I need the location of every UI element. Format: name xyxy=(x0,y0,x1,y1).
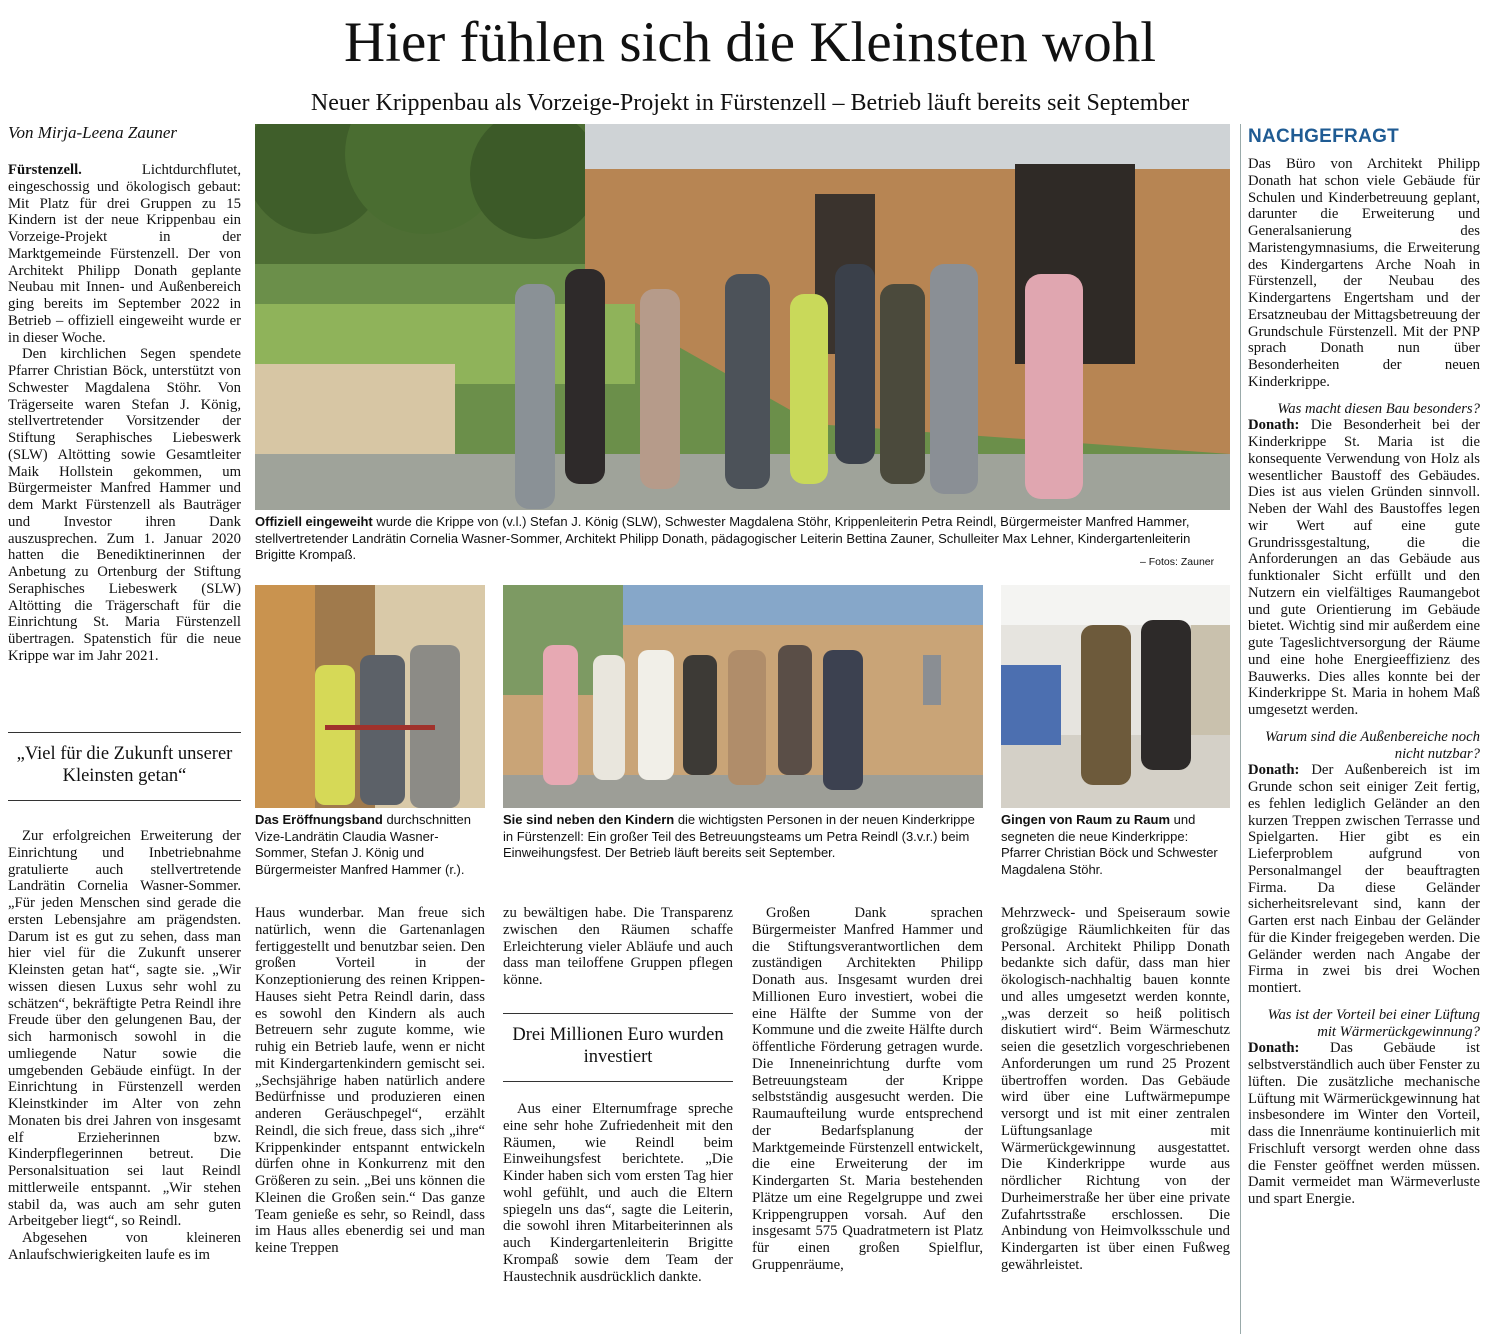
speaker-name: Donath: xyxy=(1248,417,1300,434)
answer-text: Die Besonderheit bei der Kinderkrippe St. Maria ist die konsequente Verwendung von Holz als wesentlicher Baustoff des Gebäudes. Dies ist aus vielen Gründen sinnvoll. Neben der Wahl des Baustoffes legen wir Wert auf eine gute Grundrissgestaltung, die die Anforderungen an das Gebäude aus funktionaler Sicht erfüllt und den Nutzern ein vielfältiges Raumangebot und gute Orientierung im Gebäude bietet. Wichtig sind mir außerdem eine gute Tageslichtversorgung der Räume und eine hohe Energieeffizienz des Bauwerks. Dies alles konnte bei der Kinderkrippe St. Maria in hohem Maß umgesetzt werden. xyxy=(1248,417,1480,718)
main-photo xyxy=(255,124,1230,510)
team-photo-caption xyxy=(503,812,983,862)
interview-question: Was macht diesen Bau besonders? xyxy=(1277,400,1480,417)
paragraph: Haus wunderbar. Man freue sich natürlich, wenn die Gartenanlagen fertiggestellt und benutzbar seien. Den großen Vorteil in der Konzeptionierung des reinen Krippen-Hauses sieht Petra Reindl darin, dass es sowohl den Kindern als auch Betreuern sehr zugute komme, wie ruhig ein Betrieb laufe, wenn er nicht mit Kindergartenkindern gemischt sei. „Sechsjährige haben natürlich andere Bedürfnisse und produzieren einen anderen Geräuschpegel“, erzählt Reindl, die sich freue, dass sich „ihre“ Krippenkinder entspannt entwickeln dürfen ohne in Konkurrenz mit den Größeren zu sein. „Bei uns können die Kleinen die Großen sein.“ Das ganze Team genieße es sehr, so Reindl, dass im Haus alles ebenerdig sei und man keine Treppen xyxy=(255,905,485,1256)
caption-lead: Gingen von Raum zu Raum xyxy=(1001,812,1171,827)
paragraph: zu bewältigen habe. Die Transparenz zwischen den Räumen schaffe Erleichterung vieler Abläufe und auch dass man teiloffene Gruppen pflegen könne. xyxy=(503,905,733,988)
article-column-2 xyxy=(255,905,485,1257)
paragraph: Aus einer Elternumfrage spreche eine sehr hohe Zufriedenheit mit den Räumen, wie Reindl beim Einweihungsfest berichtete. „Die Kinder haben sich vom ersten Tag hier wohl gefühlt, und auch die Eltern spiegeln uns das“, sagte die Leiterin, die sowohl ihren Mitarbeiterinnen als auch Kindergartenleiterin Brigitte Krompaß sowie dem Team der Haustechnik ausdrücklich dankte. xyxy=(503,1101,733,1285)
photo-credit: – Fotos: Zauner xyxy=(1140,556,1215,568)
sidebar-divider xyxy=(1240,124,1241,1334)
blessing-photo xyxy=(1001,585,1230,808)
caption-text: durchschnitten Vize-Landrätin Claudia Wasner-Sommer, Stefan J. König und Bürgermeister Manfred Hammer (r.). xyxy=(255,812,472,877)
article-column-1-continued xyxy=(8,828,241,1264)
answer-text: Der Außenbereich ist im Grunde schon seit einiger Zeit fertig, es fehlen lediglich Geländer an den kurzen Treppen zwischen Terrasse und Spielgarten. Hier gibt es ein Lieferproblem aufgrund von Personalmangel der beauftragten Firma. Da diese Geländer sicherheitsrelevant sind, kann der Garten erst nach Einbau der Geländer für die Kinder freigegeben werden. Die Geländer werden nach Angabe der Firma in zwei bis drei Wochen montiert. xyxy=(1248,762,1480,996)
sidebar-title: NACHGEFRAGT xyxy=(1248,126,1400,147)
paragraph: Zur erfolgreichen Erweiterung der Einrichtung und Inbetriebnahme gratulierte auch stellvertretende Landrätin Cornelia Wasner-Sommer. „Für jeden Menschen sind gerade die ersten Lebensjahre am prägendsten. Darum ist es gut zu sehen, dass man hier viel für die Zukunft unserer Kleinsten getan hat“, sagte sie. „Wir wissen diesen Luxus sehr wohl zu schätzen“, bekräftigte Petra Reindl ihre Freude über den gelungenen Bau, der sich harmonisch sowohl in die umliegende Natur sowie die umgebenden Gebäude einfügt. In der Einrichtung in Fürstenzell werden Kleinstkinder im Alter von zehn Monaten bis drei Jahren von insgesamt elf Erzieherinnen bzw. Kinderpflegerinnen betreut. Die Personalsituation sei laut Reindl mittlerweile entspannt. „Wir stehen stabil da, was auch am sehr guten Arbeitgeber liegt“, so Reindl. xyxy=(8,828,241,1230)
main-photo-caption xyxy=(255,514,1230,564)
dateline: Fürstenzell. xyxy=(8,162,82,178)
article-column-1 xyxy=(8,162,241,665)
interview-intro: Das Büro von Architekt Philipp Donath hat schon viele Gebäude für Schulen und Kinderbetreuung geplant, darunter die Erweiterung und Generalsanierung des Maristengymnasiums, die Erweiterung des Kindergartens Arche Noah in Fürstenzell, der Neubau des Kindergartens Engertsham und der Ersatzneubau der Mittagsbetreuung der Grundschule Fürstenzell. Mit der PNP sprach Donath nun über Besonderheiten der neuen Kinderkrippe. xyxy=(1248,156,1480,390)
ribbon-photo-caption xyxy=(255,812,485,878)
speaker-name: Donath: xyxy=(1248,762,1300,779)
interview-question: Warum sind die Außenbereiche noch nicht nutzbar? xyxy=(1265,728,1480,762)
caption-lead: Offiziell eingeweiht xyxy=(255,514,373,529)
article-column-4 xyxy=(752,905,983,1274)
caption-text: die wichtigsten Personen in der neuen Kinderkrippe in Fürstenzell: Ein großer Teil des Betreuungsteams um Petra Reindl (3.v.r.) beim Einweihungsfest. Der Betrieb läuft bereits seit September. xyxy=(503,812,975,861)
article-column-3 xyxy=(503,905,733,989)
paragraph: Abgesehen von kleineren Anlaufschwierigkeiten laufe es im xyxy=(8,1230,241,1263)
article-column-3-continued xyxy=(503,1101,733,1285)
subheadline: Neuer Krippenbau als Vorzeige-Projekt in Fürstenzell – Betrieb läuft bereits seit September xyxy=(310,90,1190,116)
speaker-name: Donath: xyxy=(1248,1040,1300,1057)
paragraph: Großen Dank sprachen Bürgermeister Manfred Hammer und die Stiftungsverantwortlichen dem zuständigen Architekten Philipp Donath aus. Insgesamt wurden drei Millionen Euro investiert, wobei die eine Hälfte der Summe von der Kommune und die zweite Hälfte durch öffentliche Förderung getragen wurde. Die Inneneinrichtung durfte vom Betreuungsteam der Krippe selbstständig ausgesucht werden. Die Raumaufteilung wurde entsprechend der Bedarfsplanung der Marktgemeinde Fürstenzell entwickelt, die eine Erweiterung der im Kindergarten St. Maria bestehenden Plätze um eine Regelgruppe und zwei Krippengruppen vorsah. Auf den insgesamt 575 Quadratmetern ist Platz für einen großen Spielflur, Gruppenräume, xyxy=(752,905,983,1273)
blessing-photo-caption xyxy=(1001,812,1230,878)
caption-lead: Das Eröffnungsband xyxy=(255,812,383,827)
team-photo xyxy=(503,585,983,808)
paragraph: Mehrzweck- und Speiseraum sowie großzügige Räumlichkeiten für das Personal. Architekt Philipp Donath bedankte sich dafür, dass man hier ökologisch-nachhaltig bauen konnte und alles umgesetzt werden konnte, „was derzeit so heiß politisch diskutiert wird“. Beim Wärmeschutz seien die gesetzlich vorgeschriebenen Anforderungen um rund 25 Prozent übertroffen worden. Das Gebäude wird über eine Luftwärmepumpe versorgt und ist mit einer zentralen Lüftungsanlage mit Wärmerückgewinnung ausgestattet. Die Kinderkrippe wurde aus nördlicher Richtung von der Durheimerstraße her über eine private Zufahrtsstraße erschlossen. Die Anbindung von Heimvolksschule und Kindergarten ist über einen Fußweg gewährleistet. xyxy=(1001,905,1230,1273)
pull-quote: „Viel für die Zukunft unserer Kleinsten getan“ xyxy=(8,732,241,801)
article-column-5 xyxy=(1001,905,1230,1274)
caption-text: und segneten die neue Kinderkrippe: Pfarrer Christian Böck und Schwester Magdalena Stöhr. xyxy=(1001,812,1218,877)
caption-text: wurde die Krippe von (v.l.) Stefan J. König (SLW), Schwester Magdalena Stöhr, Krippenleiterin Petra Reindl, Bürgermeister Manfred Hammer, stellvertretender Landrätin Cornelia Wasner-Sommer, Architekt Philipp Donath, pädagogischer Leiterin Bettina Zauner, Schulleiter Max Lehner, Kindergartenleiterin Brigitte Krompaß. xyxy=(255,514,1191,563)
interview-answer xyxy=(1248,1040,1480,1208)
interview-question: Was ist der Vorteil bei einer Lüftung mit Wärmerückgewinnung? xyxy=(1267,1006,1480,1040)
ribbon-cutting-photo xyxy=(255,585,485,808)
paragraph: Den kirchlichen Segen spendete Pfarrer Christian Böck, unterstützt von Schwester Magdalena Stöhr. Von Trägerseite waren Stefan J. König, stellvertretender Vorsitzender der Stiftung Seraphisches Liebeswerk (SLW) Altötting sowie Gesamtleiter Maik Hollstein gekommen, um Bürgermeister Manfred Hammer und dem Markt Fürstenzell als Bauträger und Investor ihren Dank auszusprechen. Zum 1. Januar 2020 hatten die Benediktinerinnen der Anbetung zu Ortenburg der Stiftung Seraphisches Liebeswerk (SLW) Altötting die Trägerschaft für die Einrichtung St. Maria Fürstenzell übertragen. Spatenstich für die neue Krippe war im Jahr 2021. xyxy=(8,346,241,664)
byline: Von Mirja-Leena Zauner xyxy=(8,123,178,142)
caption-lead: Sie sind neben den Kindern xyxy=(503,812,675,827)
paragraph xyxy=(8,162,241,346)
sidebar-interview xyxy=(1248,156,1480,1208)
answer-text: Das Gebäude ist selbstverständlich auch über Fenster zu lüften. Die zusätzliche mechanische Lüftung mit Wärmerückgewinnung hat insbesondere im Winter den Vorteil, dass die Innenräume kontinuierlich mit Frischluft versorgt werden ohne dass die Fenster geöffnet werden müssen. Damit vermeidet man Wärmeverluste und spart Energie. xyxy=(1248,1040,1481,1207)
paragraph-text: Lichtdurchflutet, eingeschossig und ökologisch gebaut: Mit Platz für drei Gruppen zu 15 Kindern ist der neue Krippenbau ein Vorzeige-Projekt in der Marktgemeinde Fürstenzell. Der von Architekt Philipp Donath geplante Neubau mit Innen- und Außenbereich ging bereits im September 2022 in Betrieb – offiziell eingeweiht wurde er in dieser Woche. xyxy=(8,162,241,346)
interview-answer xyxy=(1248,762,1480,997)
headline: Hier fühlen sich die Kleinsten wohl xyxy=(343,11,1157,74)
subheading: Drei Millionen Euro wurden investiert xyxy=(503,1013,733,1082)
interview-answer xyxy=(1248,417,1480,719)
